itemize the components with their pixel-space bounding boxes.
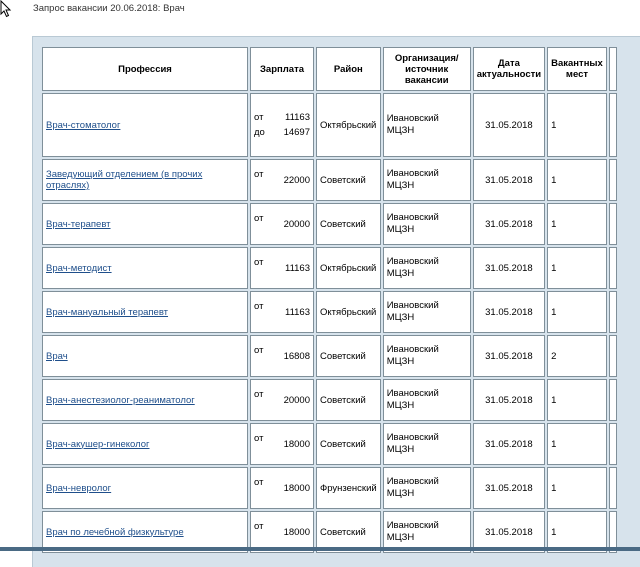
salary-cell: [250, 379, 314, 421]
salary-to-label: до: [254, 127, 265, 138]
table-row: [42, 159, 617, 201]
salary-from-value: 11163: [284, 262, 310, 274]
table-row: [42, 423, 617, 465]
salary-cell: [250, 335, 314, 377]
extra-cell: [609, 379, 617, 421]
date-cell: 31.05.2018: [473, 335, 545, 377]
table-row: [42, 467, 617, 509]
salary-from-label: от: [254, 344, 264, 356]
header-extra-column: [609, 47, 617, 91]
table-row: [42, 93, 617, 157]
date-cell: 31.05.2018: [473, 159, 545, 201]
vacancies-cell: 1: [547, 93, 607, 157]
salary-from-label: от: [254, 520, 264, 532]
table-header-row: [42, 47, 617, 91]
header-vacancies[interactable]: Вакантных мест: [547, 47, 607, 91]
header-district[interactable]: Район: [316, 47, 381, 91]
salary-from-value: 22000: [283, 174, 310, 186]
vacancies-cell: 1: [547, 159, 607, 201]
salary-from-label: от: [254, 300, 264, 312]
organization-cell: Ивановский МЦЗН: [383, 93, 471, 157]
organization-cell: Ивановский МЦЗН: [383, 291, 471, 333]
district-cell: Советский: [316, 335, 381, 377]
profession-cell: [42, 159, 248, 201]
salary-cell: [250, 291, 314, 333]
district-cell: Советский: [316, 379, 381, 421]
profession-link[interactable]: Врач по лечебной физкультуре: [46, 526, 184, 538]
profession-cell: [42, 203, 248, 245]
profession-cell: [42, 291, 248, 333]
extra-cell: [609, 423, 617, 465]
salary-from-label: от: [254, 212, 264, 224]
date-cell: 31.05.2018: [473, 467, 545, 509]
vacancies-cell: 1: [547, 379, 607, 421]
salary-to-value: 14697: [283, 127, 310, 138]
vacancies-cell: 1: [547, 423, 607, 465]
organization-cell: Ивановский МЦЗН: [383, 467, 471, 509]
date-cell: 31.05.2018: [473, 511, 545, 553]
date-cell: 31.05.2018: [473, 423, 545, 465]
profession-link[interactable]: Врач-невролог: [46, 482, 112, 494]
extra-cell: [609, 93, 617, 157]
district-cell: Советский: [316, 511, 381, 553]
extra-cell: [609, 291, 617, 333]
table-row: [42, 379, 617, 421]
vacancies-cell: 1: [547, 467, 607, 509]
salary-from-value: 20000: [283, 218, 310, 230]
salary-from-label: от: [254, 168, 264, 180]
district-cell: Октябрьский: [316, 291, 381, 333]
header-salary[interactable]: Зарплата: [250, 47, 314, 91]
profession-link[interactable]: Врач-стоматолог: [46, 119, 121, 131]
profession-cell: [42, 467, 248, 509]
organization-cell: Ивановский МЦЗН: [383, 247, 471, 289]
salary-from-value: 18000: [283, 526, 310, 538]
salary-from-label: от: [254, 388, 264, 400]
salary-cell: [250, 159, 314, 201]
profession-link[interactable]: Врач: [46, 350, 68, 362]
organization-cell: Ивановский МЦЗН: [383, 159, 471, 201]
salary-from-value: 16808: [283, 350, 310, 362]
salary-from-label: от: [254, 432, 264, 444]
profession-link[interactable]: Врач-терапевт: [46, 218, 111, 230]
profession-cell: [42, 335, 248, 377]
extra-cell: [609, 203, 617, 245]
date-cell: 31.05.2018: [473, 379, 545, 421]
header-organization[interactable]: Организация/ источник вакансии: [383, 47, 471, 91]
extra-cell: [609, 159, 617, 201]
date-cell: 31.05.2018: [473, 247, 545, 289]
salary-cell: [250, 93, 314, 157]
vacancies-cell: 1: [547, 511, 607, 553]
salary-cell: [250, 247, 314, 289]
vacancy-table: [40, 45, 619, 555]
header-date[interactable]: Дата актуальности: [473, 47, 545, 91]
organization-cell: Ивановский МЦЗН: [383, 335, 471, 377]
vacancies-cell: 1: [547, 203, 607, 245]
district-cell: Октябрьский: [316, 247, 381, 289]
salary-from-value: 18000: [283, 438, 310, 450]
table-row: [42, 291, 617, 333]
profession-cell: [42, 93, 248, 157]
district-cell: Советский: [316, 423, 381, 465]
profession-link[interactable]: Врач-мануальный терапевт: [46, 306, 169, 318]
extra-cell: [609, 247, 617, 289]
window-bottom-edge: [0, 547, 640, 551]
table-row: [42, 203, 617, 245]
salary-from-value: 20000: [283, 394, 310, 406]
district-cell: Октябрьский: [316, 93, 381, 157]
page-title: Запрос вакансии 20.06.2018: Врач: [33, 3, 185, 14]
profession-link[interactable]: Врач-анестезиолог-реаниматолог: [46, 394, 195, 406]
extra-cell: [609, 335, 617, 377]
salary-from-value: 11163: [284, 112, 310, 123]
table-row: [42, 335, 617, 377]
salary-from-value: 11163: [284, 306, 310, 318]
organization-cell: Ивановский МЦЗН: [383, 423, 471, 465]
profession-cell: [42, 247, 248, 289]
vacancies-cell: 1: [547, 247, 607, 289]
date-cell: 31.05.2018: [473, 291, 545, 333]
salary-cell: [250, 423, 314, 465]
header-profession[interactable]: Профессия: [42, 47, 248, 91]
salary-from-value: 18000: [283, 482, 310, 494]
extra-cell: [609, 467, 617, 509]
salary-from-label: от: [254, 476, 264, 488]
salary-cell: [250, 467, 314, 509]
date-cell: 31.05.2018: [473, 93, 545, 157]
profession-cell: [42, 379, 248, 421]
salary-from-label: от: [254, 112, 264, 123]
vacancies-cell: 2: [547, 335, 607, 377]
district-cell: Советский: [316, 159, 381, 201]
organization-cell: Ивановский МЦЗН: [383, 511, 471, 553]
profession-link[interactable]: Заведующий отделением (в прочих отраслях): [46, 169, 203, 191]
salary-from-label: от: [254, 256, 264, 268]
salary-cell: [250, 203, 314, 245]
organization-cell: Ивановский МЦЗН: [383, 379, 471, 421]
table-row: [42, 247, 617, 289]
profession-link[interactable]: Врач-методист: [46, 262, 112, 274]
mouse-cursor-icon: [0, 0, 12, 18]
district-cell: Советский: [316, 203, 381, 245]
profession-link[interactable]: Врач-акушер-гинеколог: [46, 438, 150, 450]
profession-cell: [42, 423, 248, 465]
district-cell: Фрунзенский: [316, 467, 381, 509]
vacancies-cell: 1: [547, 291, 607, 333]
date-cell: 31.05.2018: [473, 203, 545, 245]
organization-cell: Ивановский МЦЗН: [383, 203, 471, 245]
